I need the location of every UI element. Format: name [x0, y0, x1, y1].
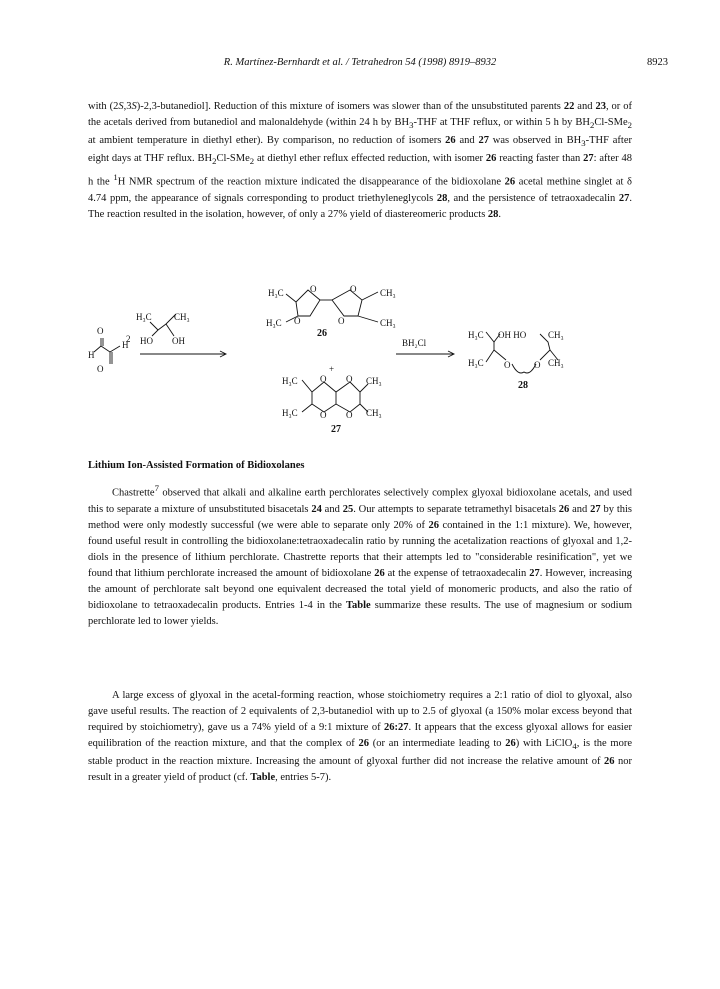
- glyoxal-structure: [88, 326, 129, 374]
- svg-text:O: O: [320, 374, 327, 384]
- svg-text:O: O: [310, 284, 317, 294]
- svg-text:H₃C: H₃C: [468, 358, 484, 368]
- svg-text:OH: OH: [172, 336, 185, 346]
- svg-text:O: O: [350, 284, 357, 294]
- paragraph-3: A large excess of glyoxal in the acetal-forming reaction, whose stoichiometry requires a 2:1 ratio of diol to glyoxal, also gave useful results. The reaction of 2 equivalents of 2,3-butanediol with up to 2.5 of glyoxal (a 150% molar excess beyond that required by stoichiometry), gave us a 74% yield of a 9:1 mixture of 26:27. It appears that the excess glyoxal allows for easier equilibration of the reaction mixture, and that the complex of 26 (or an intermediate leading to 26) with LiClO$_4$, is the more stable product in the reaction mixture. Increasing the amount of glyoxal further did not increase the relative amount of 26 nor result in a greater yield of product (cf. Table, entries 5-7).: [88, 690, 632, 784]
- svg-text:O: O: [97, 326, 104, 336]
- svg-text:O: O: [294, 316, 301, 326]
- svg-text:O: O: [504, 360, 511, 370]
- svg-text:H₃C: H₃C: [136, 312, 152, 322]
- svg-text:27: 27: [331, 424, 341, 435]
- running-title: R. Martínez-Bernhardt et al. / Tetrahedron 54 (1998) 8919–8932: [223, 57, 497, 68]
- butanediol-structure: [126, 312, 190, 346]
- svg-text:H: H: [88, 350, 95, 360]
- svg-text:CH₃: CH₃: [366, 408, 382, 418]
- svg-text:O: O: [346, 374, 353, 384]
- svg-text:O: O: [97, 364, 104, 374]
- svg-text:H₃C: H₃C: [282, 376, 298, 386]
- reaction-arrow-1: [140, 351, 226, 357]
- page-header: [0, 57, 720, 73]
- page-number: 8923: [647, 57, 668, 68]
- svg-text:O: O: [338, 316, 345, 326]
- svg-text:CH₃: CH₃: [174, 312, 190, 322]
- section-heading: Lithium Ion-Assisted Formation of Bidioxolanes: [88, 460, 305, 471]
- svg-text:O: O: [534, 360, 541, 370]
- paragraph-1: with (2S,3S)-2,3-butanediol]. Reduction of this mixture of isomers was slower than of the unsubstituted parents 22 and 23, or of the acetals derived from butanediol and malonaldehyde (within 24 h by $BH_3$-THF at THF reflux, or within 5 h by $BH_2Cl-SMe_2$ at ambient temperature in diethyl ether). By comparison, no reduction of isomers 26 and 27 was observed in $BH_3$-THF after eight days at THF reflux. $BH_2Cl-SMe_2$ at diethyl ether reflux effected reduction, with isomer 26 reacting faster than 27: after 48 h the $^1$H NMR spectrum of the reaction mixture indicated the disappearance of the bidioxolane 26 acetal methine singlet at δ 4.74 ppm, the appearance of signals corresponding to product triethyleneglycols 28, and the persistence of tetraoxadecalin 27. The reaction resulted in the isolation, however, of only a 27% yield of diastereomeric products 28.: [88, 101, 632, 220]
- paragraph-2: Chastrette$^7$ observed that alkali and alkaline earth perchlorates selectively complex glyoxal bidioxolane acetals, and used this to separate a mixture of unsubstituted bisacetals 24 and 25. Our attempts to separate tetramethyl bisacetals 26 and 27 by this method were only modestly successful (we were able to separate only 20% of 26 contained in the 1:1 mixture). We, however, found useful result in controlling the bidioxolane:tetraoxadecalin ratio by running the acetalization reactions of glyoxal and 1,2-diols in the presence of lithium perchlorate. Chastrette reports that their attempts led to "considerable resinification", yet we found that lithium perchlorate increased the amount of bidioxolane 26 at the expense of tetraoxadecalin 27. However, increasing the amount of perchlorate salt beyond one equivalent decreased the total yield of monomeric products, and also the ratio of bidioxolane to tetraoxadecalin products. Entries 1-4 in the Table summarize these results. The use of magnesium or sodium perchlorate led to lower yields.: [88, 483, 633, 627]
- svg-text:CH₃: CH₃: [380, 318, 396, 328]
- svg-text:CH₃: CH₃: [548, 330, 564, 340]
- compound-28: [468, 330, 564, 391]
- reaction-arrow-2: [396, 338, 454, 357]
- svg-text:26: 26: [317, 328, 327, 339]
- svg-text:28: 28: [518, 380, 528, 391]
- reaction-scheme: [88, 280, 632, 440]
- svg-text:HO: HO: [140, 336, 153, 346]
- svg-text:CH₃: CH₃: [366, 376, 382, 386]
- svg-text:H₃C: H₃C: [282, 408, 298, 418]
- svg-text:CH₃: CH₃: [380, 288, 396, 298]
- svg-text:H: H: [122, 340, 129, 350]
- svg-text:2: 2: [126, 334, 131, 344]
- svg-text:O: O: [346, 410, 353, 420]
- svg-text:OH HO: OH HO: [498, 330, 527, 340]
- svg-text:H₃C: H₃C: [266, 318, 282, 328]
- svg-text:BH₂Cl: BH₂Cl: [402, 338, 427, 348]
- svg-text:H₃C: H₃C: [268, 288, 284, 298]
- compound-27: [282, 374, 382, 435]
- plus-sign: +: [329, 364, 335, 374]
- svg-text:O: O: [320, 410, 327, 420]
- svg-text:H₃C: H₃C: [468, 330, 484, 340]
- compound-26: [266, 284, 396, 339]
- svg-text:CH₃: CH₃: [548, 358, 564, 368]
